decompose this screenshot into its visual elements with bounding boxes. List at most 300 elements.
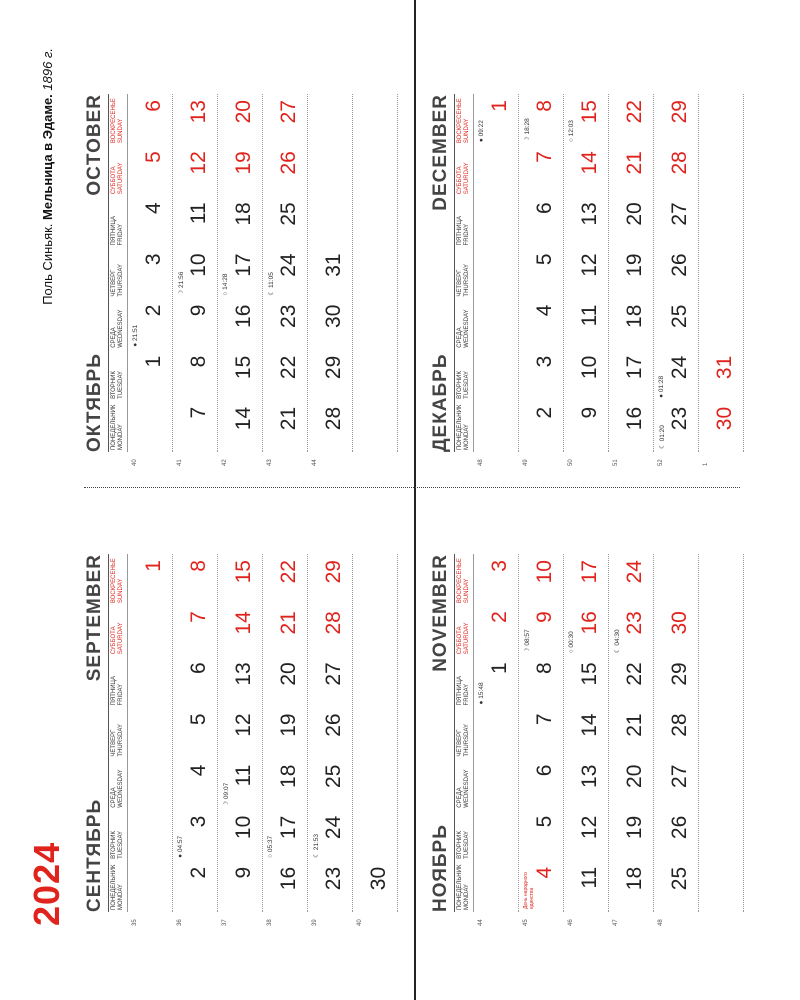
day-cell[interactable]: [699, 605, 743, 656]
day-cell[interactable]: [308, 94, 352, 145]
day-cell[interactable]: [308, 401, 352, 452]
day-cell[interactable]: [699, 759, 743, 810]
day-cell[interactable]: [609, 605, 653, 656]
month-name-ru: ОКТЯБРЬ: [84, 353, 105, 452]
week-row: [519, 554, 564, 926]
day-cell[interactable]: [128, 145, 172, 196]
day-number: 27: [668, 764, 691, 788]
week-number: 39: [312, 919, 318, 926]
weekday-label: [455, 247, 473, 298]
day-cell[interactable]: [564, 861, 608, 912]
day-cell[interactable]: [609, 350, 653, 401]
day-cell[interactable]: [699, 707, 743, 758]
day-cell[interactable]: [564, 247, 608, 298]
day-number: 1: [488, 100, 511, 112]
day-cell[interactable]: [519, 554, 563, 605]
month-header: [84, 554, 108, 912]
day-cell[interactable]: [519, 401, 563, 452]
weekday-label: [109, 247, 127, 298]
day-cell[interactable]: [218, 299, 262, 350]
weekday-en: SUNDAY: [464, 578, 470, 604]
day-cell[interactable]: [519, 605, 563, 656]
day-cell[interactable]: [609, 707, 653, 758]
month-grid: [454, 94, 744, 466]
day-cell[interactable]: [699, 145, 743, 196]
weekday-label: [109, 707, 127, 758]
day-cell[interactable]: [218, 759, 262, 810]
day-cell[interactable]: [128, 810, 172, 861]
day-cell[interactable]: [564, 145, 608, 196]
day-cell[interactable]: [654, 94, 698, 145]
day-cell[interactable]: [474, 861, 518, 912]
week-row: [564, 94, 609, 466]
day-number: 6: [187, 662, 210, 674]
day-cell[interactable]: [308, 861, 352, 912]
day-cell[interactable]: [609, 656, 653, 707]
day-cell[interactable]: [263, 350, 307, 401]
weekday-label: [109, 94, 127, 145]
day-cell[interactable]: [654, 554, 698, 605]
weekday-ru: СРЕДА: [111, 787, 117, 808]
day-cell[interactable]: [474, 94, 518, 145]
day-cell[interactable]: [173, 810, 217, 861]
day-cell[interactable]: [173, 196, 217, 247]
day-cell[interactable]: [353, 656, 397, 707]
day-cell[interactable]: [654, 247, 698, 298]
weekday-label: [455, 810, 473, 861]
weekday-en: MONDAY: [118, 424, 124, 450]
weekday-en: SATURDAY: [464, 162, 470, 195]
day-cell[interactable]: [218, 401, 262, 452]
day-cell[interactable]: [609, 196, 653, 247]
week-number: 38: [267, 919, 273, 926]
moon-phase: ● 01:28: [658, 375, 665, 398]
day-cell[interactable]: [654, 707, 698, 758]
day-number: 20: [623, 764, 646, 788]
day-cell[interactable]: [308, 350, 352, 401]
day-cell[interactable]: [654, 759, 698, 810]
weekday-en: SATURDAY: [118, 622, 124, 655]
moon-phase: ☽ 08:57: [524, 629, 531, 654]
day-cell[interactable]: [173, 145, 217, 196]
day-cell[interactable]: [564, 810, 608, 861]
day-cell[interactable]: [353, 145, 397, 196]
day-number: 12: [232, 713, 255, 737]
week-row: [353, 94, 398, 452]
weekday-en: FRIDAY: [464, 223, 470, 246]
week-row: [263, 554, 308, 926]
day-cell[interactable]: [564, 656, 608, 707]
day-cell[interactable]: [128, 401, 172, 452]
day-cell[interactable]: [308, 810, 352, 861]
day-number: 11: [232, 764, 255, 787]
day-number: 22: [277, 560, 300, 584]
day-cell[interactable]: [218, 656, 262, 707]
weekday-label: [455, 401, 473, 452]
day-cell[interactable]: [564, 401, 608, 452]
day-cell[interactable]: [173, 401, 217, 452]
day-cell[interactable]: [474, 605, 518, 656]
day-cell[interactable]: [654, 861, 698, 912]
day-number: 4: [533, 866, 556, 879]
day-number: 19: [623, 253, 646, 277]
day-cell[interactable]: [263, 861, 307, 912]
day-cell[interactable]: [128, 656, 172, 707]
weekday-en: SATURDAY: [464, 622, 470, 655]
day-number: 18: [623, 304, 646, 328]
week-row: [218, 554, 263, 926]
day-cell[interactable]: [218, 196, 262, 247]
moon-phase: ○ 14:28: [222, 273, 229, 296]
day-cell[interactable]: [308, 605, 352, 656]
day-cell[interactable]: [128, 861, 172, 912]
moon-phase: ● 04:57: [177, 835, 184, 858]
day-cell[interactable]: [173, 861, 217, 912]
day-cell[interactable]: [263, 810, 307, 861]
day-cell[interactable]: [519, 145, 563, 196]
day-cell[interactable]: [173, 656, 217, 707]
day-number: 18: [623, 866, 646, 891]
day-number: 6: [142, 100, 165, 112]
day-cell[interactable]: [609, 94, 653, 145]
day-cell[interactable]: [263, 196, 307, 247]
weekday-label: [455, 299, 473, 350]
day-cell[interactable]: [519, 94, 563, 145]
day-cell[interactable]: [308, 247, 352, 298]
weekday-label: [109, 401, 127, 452]
month-name-en: DECEMBER: [430, 94, 451, 211]
day-cell[interactable]: [699, 247, 743, 298]
day-number: 19: [232, 151, 255, 175]
day-cell[interactable]: [128, 299, 172, 350]
day-cell[interactable]: [699, 350, 743, 401]
weekday-en: MONDAY: [118, 884, 124, 910]
month-november: [430, 554, 744, 926]
day-cell[interactable]: [699, 94, 743, 145]
day-cell[interactable]: [609, 861, 653, 912]
day-cell[interactable]: [474, 554, 518, 605]
day-cell[interactable]: [519, 656, 563, 707]
day-cell[interactable]: [353, 810, 397, 861]
day-number: 23: [322, 866, 345, 891]
day-cell[interactable]: [654, 656, 698, 707]
day-cell[interactable]: [353, 196, 397, 247]
week-row: [474, 94, 519, 466]
day-cell[interactable]: [263, 554, 307, 605]
day-cell[interactable]: [173, 299, 217, 350]
day-cell[interactable]: [353, 247, 397, 298]
painting-caption: [40, 48, 55, 305]
day-cell[interactable]: [263, 145, 307, 196]
weekday-en: THURSDAY: [464, 264, 470, 297]
day-cell[interactable]: [218, 94, 262, 145]
day-number: 6: [533, 764, 556, 777]
day-cell[interactable]: [699, 554, 743, 605]
day-number: 1: [142, 355, 165, 368]
weekday-label: [109, 145, 127, 196]
weekday-en: THURSDAY: [118, 264, 124, 297]
day-cell[interactable]: [609, 810, 653, 861]
day-cell[interactable]: [263, 759, 307, 810]
weekday-ru: СУББОТА: [111, 166, 117, 195]
week-row: [308, 94, 353, 466]
day-number: 8: [533, 100, 556, 112]
month-name-en: SEPTEMBER: [84, 554, 105, 682]
weekday-en: SUNDAY: [118, 118, 124, 144]
day-number: 27: [322, 662, 345, 686]
day-cell[interactable]: [308, 196, 352, 247]
day-cell[interactable]: [564, 94, 608, 145]
day-cell[interactable]: [654, 350, 698, 401]
moon-phase: ☾ 01:20: [659, 425, 666, 449]
day-number: 2: [533, 406, 556, 419]
day-cell[interactable]: [519, 196, 563, 247]
week-number: 45: [523, 919, 529, 926]
day-cell[interactable]: [128, 554, 172, 605]
day-cell[interactable]: [564, 605, 608, 656]
day-cell[interactable]: [519, 759, 563, 810]
week-row: [353, 554, 398, 926]
day-number: 27: [668, 202, 691, 226]
day-cell[interactable]: [564, 299, 608, 350]
day-cell[interactable]: [173, 554, 217, 605]
caption-author: Поль Синьяк.: [40, 223, 55, 305]
day-cell[interactable]: [128, 247, 172, 298]
day-number: 14: [578, 713, 601, 737]
day-cell[interactable]: [699, 861, 743, 912]
day-cell[interactable]: [308, 299, 352, 350]
day-cell[interactable]: [173, 247, 217, 298]
day-cell[interactable]: [474, 196, 518, 247]
day-cell[interactable]: [173, 350, 217, 401]
day-cell[interactable]: [609, 145, 653, 196]
day-number: 22: [623, 100, 646, 124]
day-cell[interactable]: [263, 605, 307, 656]
day-number: 10: [232, 815, 255, 840]
day-cell[interactable]: [654, 196, 698, 247]
day-cell[interactable]: [699, 401, 743, 452]
day-cell[interactable]: [699, 656, 743, 707]
day-cell[interactable]: [519, 247, 563, 298]
day-number: 20: [232, 100, 255, 124]
day-cell[interactable]: [654, 299, 698, 350]
day-cell[interactable]: [699, 299, 743, 350]
weekday-ru: СУББОТА: [457, 626, 463, 655]
moon-phase: ● 15:48: [478, 682, 485, 705]
day-cell[interactable]: [173, 94, 217, 145]
weekday-ru: ПОНЕДЕЛЬНИК: [457, 404, 463, 450]
day-cell[interactable]: [654, 401, 698, 452]
day-number: 20: [623, 202, 646, 226]
day-cell[interactable]: [308, 656, 352, 707]
month-header: [84, 94, 108, 452]
day-number: 13: [578, 202, 601, 226]
holiday-label: День народного единства: [523, 872, 535, 909]
day-cell[interactable]: [218, 247, 262, 298]
day-cell[interactable]: [263, 401, 307, 452]
day-number: 22: [277, 355, 300, 380]
day-cell[interactable]: [218, 145, 262, 196]
week-row: [654, 554, 699, 926]
weekday-header: [454, 94, 474, 452]
day-cell[interactable]: [609, 554, 653, 605]
day-number: 14: [232, 406, 255, 431]
day-number: 3: [142, 253, 165, 266]
day-cell[interactable]: [128, 94, 172, 145]
day-number: 3: [488, 560, 511, 572]
day-cell[interactable]: [173, 707, 217, 758]
day-cell[interactable]: [564, 707, 608, 758]
weekday-ru: ВОСКРЕСЕНЬЕ: [111, 558, 117, 604]
day-cell[interactable]: [474, 350, 518, 401]
day-cell[interactable]: [218, 707, 262, 758]
day-cell[interactable]: [128, 350, 172, 401]
day-cell[interactable]: [218, 350, 262, 401]
day-cell[interactable]: [474, 299, 518, 350]
day-cell[interactable]: [699, 196, 743, 247]
day-cell[interactable]: [218, 861, 262, 912]
weekday-en: FRIDAY: [118, 223, 124, 246]
day-cell[interactable]: [218, 554, 262, 605]
day-cell[interactable]: [263, 656, 307, 707]
weekday-label: [455, 707, 473, 758]
day-cell[interactable]: [474, 247, 518, 298]
day-cell[interactable]: [128, 196, 172, 247]
day-cell[interactable]: [218, 605, 262, 656]
day-cell[interactable]: [353, 554, 397, 605]
week-number: 51: [613, 459, 619, 466]
week-row: [699, 94, 744, 466]
day-cell[interactable]: [128, 605, 172, 656]
day-cell[interactable]: [353, 605, 397, 656]
day-number: 17: [578, 560, 601, 584]
day-cell[interactable]: [263, 247, 307, 298]
month-name-ru: ДЕКАБРЬ: [430, 353, 451, 452]
day-cell[interactable]: [353, 94, 397, 145]
day-number: 11: [578, 866, 601, 889]
moon-phase: ☾ 21:53: [313, 833, 320, 858]
day-cell[interactable]: [218, 810, 262, 861]
week-row: [699, 554, 744, 912]
day-cell[interactable]: [353, 861, 397, 912]
day-number: 20: [277, 662, 300, 686]
moon-phase: ☽ 21:56: [178, 271, 185, 296]
day-cell[interactable]: [308, 707, 352, 758]
day-cell[interactable]: [474, 759, 518, 810]
day-number: 9: [578, 406, 601, 419]
day-cell[interactable]: [519, 861, 563, 912]
day-number: 7: [533, 151, 556, 163]
day-cell[interactable]: [308, 145, 352, 196]
weekday-ru: ВТОРНИК: [457, 831, 463, 859]
day-number: 31: [322, 253, 345, 277]
day-cell[interactable]: [128, 707, 172, 758]
day-cell[interactable]: [519, 707, 563, 758]
moon-phase: ☽ 18:28: [524, 118, 531, 143]
day-cell[interactable]: [474, 656, 518, 707]
day-number: 24: [277, 253, 300, 277]
day-number: 3: [533, 355, 556, 368]
day-cell[interactable]: [474, 707, 518, 758]
day-cell[interactable]: [173, 605, 217, 656]
day-number: 13: [232, 662, 255, 686]
weekday-en: MONDAY: [464, 884, 470, 910]
day-cell[interactable]: [353, 759, 397, 810]
day-cell[interactable]: [609, 759, 653, 810]
day-number: 16: [232, 304, 255, 328]
day-cell[interactable]: [519, 810, 563, 861]
weekday-en: THURSDAY: [118, 724, 124, 757]
month-header: [430, 94, 454, 452]
week-number: 52: [658, 459, 664, 466]
day-cell[interactable]: [128, 759, 172, 810]
day-cell[interactable]: [263, 94, 307, 145]
day-number: 5: [533, 253, 556, 266]
day-cell[interactable]: [564, 554, 608, 605]
day-cell[interactable]: [519, 299, 563, 350]
day-cell[interactable]: [263, 299, 307, 350]
weekday-label: [455, 759, 473, 810]
day-number: 30: [322, 304, 345, 328]
day-cell[interactable]: [474, 810, 518, 861]
day-number: 9: [533, 611, 556, 623]
day-number: 29: [668, 100, 691, 124]
day-number: 7: [533, 713, 556, 726]
day-cell[interactable]: [353, 350, 397, 401]
day-cell[interactable]: [308, 759, 352, 810]
day-cell[interactable]: [564, 759, 608, 810]
weekday-label: [109, 861, 127, 912]
day-cell[interactable]: [308, 554, 352, 605]
day-cell[interactable]: [564, 196, 608, 247]
day-cell[interactable]: [353, 401, 397, 452]
day-cell[interactable]: [353, 299, 397, 350]
day-cell[interactable]: [699, 810, 743, 861]
weekday-ru: ПЯТНИЦА: [457, 216, 463, 246]
day-number: 15: [578, 100, 601, 124]
week-row: [128, 94, 173, 466]
day-cell[interactable]: [654, 810, 698, 861]
day-number: 26: [277, 151, 300, 175]
weekday-ru: СУББОТА: [457, 166, 463, 195]
day-cell[interactable]: [263, 707, 307, 758]
day-cell[interactable]: [474, 145, 518, 196]
day-cell[interactable]: [564, 350, 608, 401]
moon-phase: ○ 12:03: [568, 120, 575, 143]
day-number: 29: [668, 662, 691, 686]
day-cell[interactable]: [609, 299, 653, 350]
day-number: 24: [623, 560, 646, 584]
week-number: 1: [703, 462, 709, 466]
day-cell[interactable]: [654, 605, 698, 656]
day-number: 10: [578, 355, 601, 380]
day-cell[interactable]: [654, 145, 698, 196]
week-number: 40: [357, 919, 363, 926]
day-cell[interactable]: [609, 247, 653, 298]
weekday-ru: СРЕДА: [457, 327, 463, 348]
day-number: 24: [668, 355, 691, 380]
day-cell[interactable]: [609, 401, 653, 452]
day-cell[interactable]: [353, 707, 397, 758]
day-cell[interactable]: [173, 759, 217, 810]
weekday-en: WEDNESDAY: [464, 769, 470, 808]
moon-phase: ☽ 09:07: [223, 782, 230, 807]
day-number: 12: [578, 815, 601, 840]
weeks: [128, 554, 398, 926]
weekday-ru: ЧЕТВЕРГ: [111, 729, 117, 757]
day-cell[interactable]: [474, 401, 518, 452]
day-cell[interactable]: [519, 350, 563, 401]
